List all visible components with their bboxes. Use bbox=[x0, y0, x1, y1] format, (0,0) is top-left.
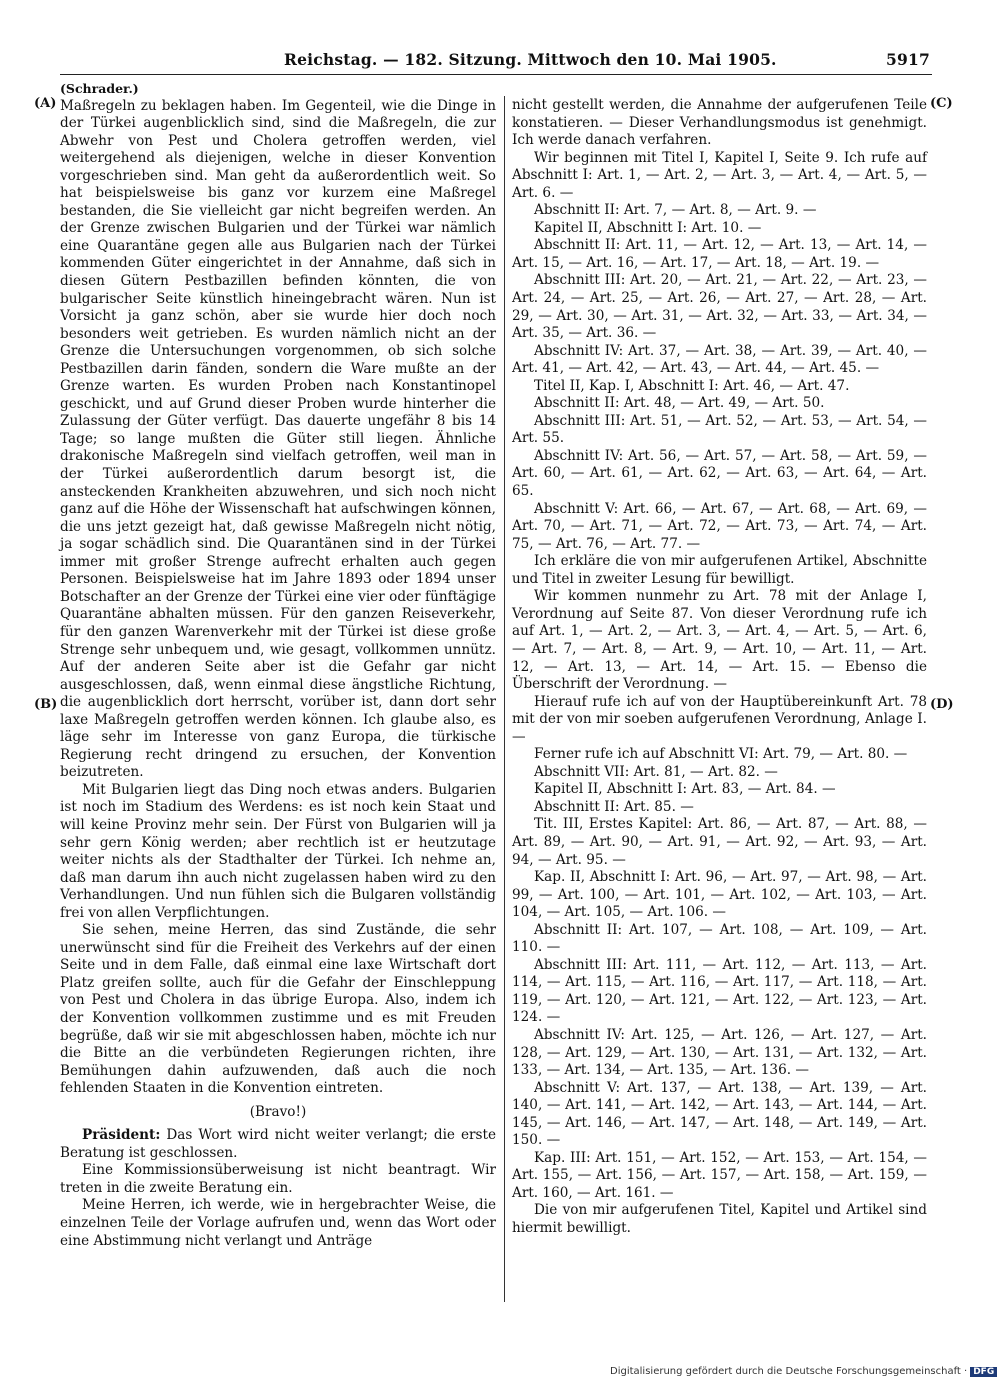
margin-marker-b: (B) bbox=[34, 697, 58, 712]
article-list: Abschnitt II: Art. 11, — Art. 12, — Art. 13, — Art. 14, — Art. 15, — Art. 16, — Art. 17, — Art. 18, — Art. 19. — bbox=[512, 237, 927, 271]
page-title: Reichstag. — 182. Sitzung. Mittwoch den 10. Mai 1905. bbox=[284, 50, 777, 69]
paragraph: nicht gestellt werden, die Annahme der aufgerufenen Teile konstatieren. — Dieser Verhandlungsmodus ist genehmigt. Ich werde danach verfahren. bbox=[512, 97, 927, 149]
article-list: Abschnitt IV: Art. 37, — Art. 38, — Art. 39, — Art. 40, — Art. 41, — Art. 42, — Art. 43, — Art. 44, — Art. 45. — bbox=[512, 342, 927, 377]
article-list: Abschnitt II: Art. 85. — bbox=[534, 798, 694, 815]
margin-marker-d: (D) bbox=[930, 697, 954, 712]
president-paragraph bbox=[60, 1127, 496, 1162]
dfg-logo: DFG bbox=[970, 1367, 997, 1377]
speaker-tag: (Schrader.) bbox=[60, 81, 139, 96]
article-list: Tit. III, Erstes Kapitel: Art. 86, — Art. 87, — Art. 88, — Art. 89, — Art. 90, — Art. 91, — Art. 92, — Art. 93, — Art. 94, — Art. 95. — bbox=[512, 816, 927, 868]
article-list: Kapitel II, Abschnitt I: Art. 83, — Art. 84. — bbox=[534, 781, 836, 798]
article-list: Abschnitt IV: Art. 56, — Art. 57, — Art. 58, — Art. 59, — Art. 60, — Art. 61, — Art. 62, — Art. 63, — Art. 64, — Art. 65. bbox=[512, 447, 927, 500]
article-list: Ferner rufe ich auf Abschnitt VI: Art. 79, — Art. 80. — bbox=[534, 746, 908, 763]
paragraph: Wir beginnen mit Titel I, Kapitel I, Seite 9. Ich rufe auf Abschnitt I: Art. 1, — Art. 2, — Art. 3, — Art. 4, — Art. 5, — Art. 6. — bbox=[512, 149, 927, 201]
paragraph: Meine Herren, ich werde, wie in hergebrachter Weise, die einzelnen Teile der Vorlage aufrufen und, wenn das Wort oder eine Abstimmung nicht verlangt und Anträge bbox=[60, 1197, 496, 1249]
column-divider bbox=[504, 96, 505, 1302]
article-list: Kap. II, Abschnitt I: Art. 96, — Art. 97, — Art. 98, — Art. 99, — Art. 100, — Art. 101, — Art. 102, — Art. 103, — Art. 104, — Art. 105, — Art. 106. — bbox=[512, 869, 927, 921]
margin-marker-a: (A) bbox=[34, 96, 57, 111]
paragraph: Hierauf rufe ich auf von der Hauptübereinkunft Art. 78 mit der von mir soeben aufgerufenen Verordnung, Anlage I. — bbox=[512, 693, 927, 745]
footer-credit bbox=[610, 1366, 997, 1377]
left-column bbox=[60, 80, 496, 1250]
president-label: Präsident: bbox=[82, 1127, 161, 1144]
article-list: Abschnitt III: Art. 111, — Art. 112, — Art. 113, — Art. 114, — Art. 115, — Art. 116, — Art. 117, — Art. 118, — Art. 119, — Art. 120, — Art. 121, — Art. 122, — Art. 123, — Art. 124. — bbox=[512, 956, 927, 1026]
page-header bbox=[60, 46, 932, 75]
paragraph: Sie sehen, meine Herren, das sind Zustände, die sehr unerwünscht sind für die Freiheit des Verkehrs auf der einen Seite und in dem Falle, daß einmal eine laxe Wirtschaft dort Platz greifen sollte, auch für die Gefahr der Einschleppung von Pest und Cholera in das übrige Europa. Also, indem ich der Konvention vollkommen zustimme und es mit Freuden begrüße, daß wir sie mit abgeschlossen haben, möchte ich nur die Bitte an die verbündeten Regierungen richten, ihre Bemühungen dahin aufzuwenden, daß auch die noch fehlenden Staaten in die Konvention eintreten. bbox=[60, 922, 496, 1097]
margin-marker-c: (C) bbox=[930, 96, 953, 111]
article-list: Kap. III: Art. 151, — Art. 152, — Art. 153, — Art. 154, — Art. 155, — Art. 156, — Art. 157, — Art. 158, — Art. 159, — Art. 160, — Art. 161. — bbox=[512, 1149, 927, 1201]
article-list: Titel II, Kap. I, Abschnitt I: Art. 46, — Art. 47. bbox=[534, 377, 850, 394]
president-text: Das Wort wird nicht weiter verlangt; die erste Beratung ist geschlossen. bbox=[60, 1127, 496, 1161]
paragraph: Mit Bulgarien liegt das Ding noch etwas anders. Bulgarien ist noch im Stadium des Werdens: es ist noch kein Staat und will keine Provinz mehr sein. Der Fürst von Bulgarien will ja sehr gern König werden; aber rechtlich ist er heutzutage weiter nichts als der Stadthalter der Türkei. Ich nehme an, daß man darum ihn auch nicht zugelassen haben wird zu den Verhandlungen. Und nun fühlen sich die Bulgaren vollständig frei von allen Verpflichtungen. bbox=[60, 781, 496, 921]
footer-text: Digitalisierung gefördert durch die Deutsche Forschungsgemeinschaft · bbox=[610, 1366, 968, 1377]
paragraph: Wir kommen nunmehr zu Art. 78 mit der Anlage I, Verordnung auf Seite 87. Von dieser Verordnung rufe ich auf Art. 1, — Art. 2, — Art. 3, — Art. 4, — Art. 5, — Art. 6, — Art. 7, — Art. 8, — Art. 9, — Art. 10, — Art. 11, — Art. 12, — Art. 13, — Art. 14, — Art. 15. — Ebenso die Überschrift der Verordnung. — bbox=[512, 588, 927, 693]
right-column bbox=[512, 97, 927, 1238]
article-list: Abschnitt III: Art. 20, — Art. 21, — Art. 22, — Art. 23, — Art. 24, — Art. 25, — Art. 26, — Art. 27, — Art. 28, — Art. 29, — Art. 30, — Art. 31, — Art. 32, — Art. 33, — Art. 34, — Art. 35, — Art. 36. — bbox=[512, 272, 927, 342]
paragraph: Maßregeln zu beklagen haben. Im Gegenteil, wie die Dinge in der Türkei augenblicklich sind, sind die Maßregeln, die zur Abwehr von Pest und Cholera getroffen werden, viel weitergehend als diejenigen, welche in dieser Konvention vorgeschrieben sind. Man geht da außerordentlich weit. So hat beispielsweise bis ganz vor kurzem eine Maßregel bestanden, die Sie vielleicht gar nicht begreifen werden. An der Grenze zwischen Bulgarien und der Türkei war nämlich eine Quarantäne gegen alle aus Bulgarien nach der Türkei kommenden Güter eingerichtet in der Annahme, daß sich in diesen Gütern Pestbazillen befinden könnten, die von bulgarischer Seite künstlich hineingebracht wären. Nun ist Vorsicht ja ganz schön, aber sie wurde hier doch noch besonders weit getrieben. Es wurden nämlich nicht an der Grenze die Untersuchungen vorgenommen, ob sich solche Pestbazillen darin fänden, sondern die Ware mußte an der Grenze warten. Es wurden Proben nach Konstantinopel geschickt, und auf Grund dieser Proben wurde hinterher die Zulassung der Güter verfügt. Das dauerte ungefähr 8 bis 14 Tage; so lange mußten die Güter still liegen. Ähnliche drakonische Maßregeln sind vielfach getroffen, weil man in der Türkei außerordentlich darum besorgt ist, die ansteckenden Krankheiten abzuwehren, und sich noch nicht ganz auf die Höhe der Wissenschaft hat aufschwingen können, die uns jetzt gezeigt hat, daß gewisse Maßregeln nicht nötig, ja sogar schädlich sind. Die Quarantänen sind in der Türkei immer mit großer Strenge aufrecht erhalten auch gegen Personen. Beispielsweise hat im Jahre 1893 oder 1894 unser Botschafter an der Grenze der Türkei eine vier oder fünftägige Quarantäne abhalten müssen. Für den ganzen Reiseverkehr, für den ganzen Warenverkehr mit der Türkei ist diese große Strenge sehr unbequem und, wie gesagt, vollkommen unnütz. Auf der anderen Seite aber ist die Gefahr gar nicht ausgeschlossen, daß, wenn einmal diese ängstliche Richtung, die augenblicklich dort herrscht, vorüber ist, dann dort sehr laxe Maßregeln getroffen werden können. Ich glaube also, es läge sehr im Interesse von ganz Europa, die türkische Regierung recht dringend zu ersuchen, der Konvention beizutreten. bbox=[60, 97, 496, 781]
article-list: Abschnitt II: Art. 107, — Art. 108, — Art. 109, — Art. 110. — bbox=[512, 921, 927, 956]
paragraph: Eine Kommissionsüberweisung ist nicht beantragt. Wir treten in die zweite Beratung ein. bbox=[60, 1162, 496, 1196]
interjection: (Bravo!) bbox=[249, 1103, 307, 1120]
article-list: Abschnitt V: Art. 137, — Art. 138, — Art. 139, — Art. 140, — Art. 141, — Art. 142, — Art. 143, — Art. 144, — Art. 145, — Art. 146, — Art. 147, — Art. 148, — Art. 149, — Art. 150. — bbox=[512, 1079, 927, 1149]
paragraph: Die von mir aufgerufenen Titel, Kapitel und Artikel sind hiermit bewilligt. bbox=[512, 1202, 927, 1236]
paragraph: Ich erkläre die von mir aufgerufenen Artikel, Abschnitte und Titel in zweiter Lesung für bewilligt. bbox=[512, 553, 927, 587]
article-list: Abschnitt III: Art. 51, — Art. 52, — Art. 53, — Art. 54, — Art. 55. bbox=[512, 412, 927, 447]
article-list: Abschnitt II: Art. 48, — Art. 49, — Art. 50. bbox=[534, 395, 825, 412]
article-list: Kapitel II, Abschnitt I: Art. 10. — bbox=[534, 219, 762, 236]
article-list: Abschnitt II: Art. 7, — Art. 8, — Art. 9. — bbox=[534, 202, 817, 219]
article-list: Abschnitt V: Art. 66, — Art. 67, — Art. 68, — Art. 69, — Art. 70, — Art. 71, — Art. 72, — Art. 73, — Art. 74, — Art. 75, — Art. 76, — Art. 77. — bbox=[512, 500, 927, 552]
article-list: Abschnitt VII: Art. 81, — Art. 82. — bbox=[534, 763, 778, 780]
page-number: 5917 bbox=[886, 50, 930, 69]
article-list: Abschnitt IV: Art. 125, — Art. 126, — Art. 127, — Art. 128, — Art. 129, — Art. 130, — Art. 131, — Art. 132, — Art. 133, — Art. 134, — Art. 135, — Art. 136. — bbox=[512, 1026, 927, 1079]
